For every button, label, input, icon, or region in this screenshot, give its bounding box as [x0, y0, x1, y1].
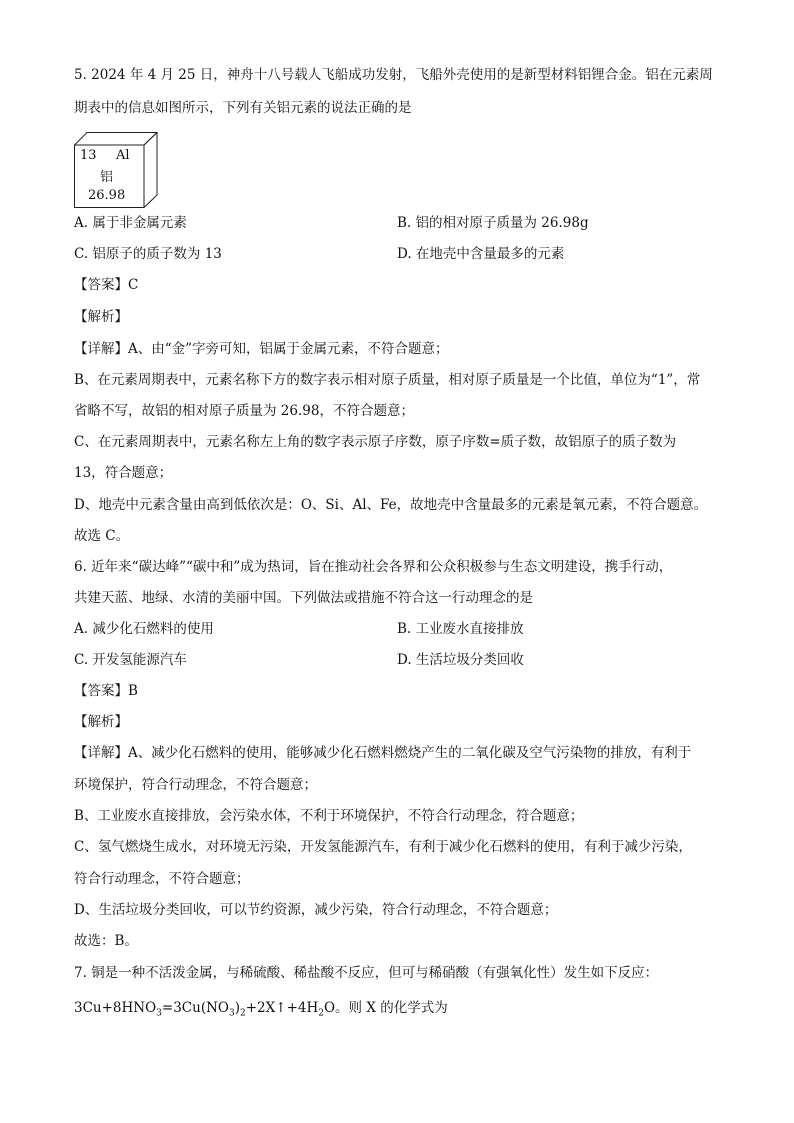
eq-subscript: 3	[229, 1008, 235, 1019]
element-name: 铝	[100, 170, 114, 185]
q5-stem-line-1: 5. 2024 年 4 月 25 日，神舟十八号载人飞船成功发射，飞船外壳使用的是新型材料铝锂合金。铝在元素周	[74, 67, 713, 83]
q5-option-d: D. 在地壳中含量最多的元素	[397, 246, 565, 262]
eq-part: =3Cu	[161, 1000, 201, 1016]
q6-explanation-line: 故选：B。	[74, 933, 138, 949]
q6-explanation-line: 【详解】A、减少化石燃料的使用，能够减少化石燃料燃烧产生的二氧化碳及空气污染物的排放，有利于	[74, 745, 692, 761]
q6-explanation-line: 符合行动理念，不符合题意；	[74, 871, 250, 887]
q5-explanation-line: 【详解】A、由“金”字旁可知，铝属于金属元素，不符合题意；	[74, 341, 449, 357]
q6-answer: 【答案】B	[74, 683, 138, 699]
periodic-table-cell	[74, 132, 158, 208]
q5-explanation-line: 省略不写，故铝的相对原子质量为 26.98，不符合题意；	[74, 403, 414, 419]
q6-stem-line-1: 6. 近年来“碳达峰”“碳中和”成为热词，旨在推动社会各界和公众积极参与生态文明建设，携手行动，	[74, 559, 673, 575]
q5-option-b: B. 铝的相对原子质量为 26.98g	[397, 215, 589, 231]
q5-explanation-line: C、在元素周期表中，元素名称左上角的数字表示原子序数，原子序数=质子数，故铝原子的质子数为	[74, 434, 677, 450]
q6-explanation-line: D、生活垃圾分类回收，可以节约资源，减少污染，符合行动理念，不符合题意；	[74, 902, 558, 918]
q6-explanation-line: 环境保护，符合行动理念，不符合题意；	[74, 777, 317, 793]
atomic-number: 13	[80, 148, 97, 163]
q5-option-c: C. 铝原子的质子数为 13	[74, 246, 222, 262]
q6-explanation-line: C、氢气燃烧生成水，对环境无污染，开发氢能源汽车，有利于减少化石燃料的使用，有利于减少污染，	[74, 839, 692, 855]
q6-analysis-label: 【解析】	[74, 714, 128, 730]
q6-option-d: D. 生活垃圾分类回收	[397, 652, 524, 668]
eq-part: +2X↑+4H	[245, 1000, 319, 1016]
q5-explanation-line: D、地壳中元素含量由高到低依次是：O、Si、Al、Fe，故地壳中含量最多的元素是氧元素，不符合题意。	[74, 497, 708, 513]
q5-explanation-line: 故选 C。	[74, 528, 130, 544]
q6-option-a: A. 减少化石燃料的使用	[74, 621, 214, 637]
q6-option-b: B. 工业废水直接排放	[397, 621, 524, 637]
q5-stem-line-2: 期表中的信息如图所示，下列有关铝元素的说法正确的是	[74, 100, 412, 116]
eq-part: 3Cu+8HNO	[74, 1000, 157, 1016]
q6-stem-line-2: 共建天蓝、地绿、水清的美丽中国。下列做法或措施不符合这一行动理念的是	[74, 590, 533, 606]
eq-part: O。则 X 的化学式为	[323, 1000, 448, 1016]
q7-stem-line-1: 7. 铜是一种不活泼金属，与稀硫酸、稀盐酸不反应，但可与稀硝酸（有强氧化性）发生如下反应：	[74, 965, 659, 981]
eq-part: )	[234, 1000, 241, 1016]
q5-option-a: A. 属于非金属元素	[74, 215, 187, 231]
atomic-mass: 26.98	[88, 188, 126, 203]
element-symbol: Al	[116, 148, 130, 163]
q5-analysis-label: 【解析】	[74, 309, 128, 325]
q5-answer: 【答案】C	[74, 277, 139, 293]
eq-subscript: 2	[318, 1008, 324, 1019]
chemical-equation	[74, 998, 448, 1024]
eq-part: (NO	[200, 1000, 229, 1016]
eq-subscript: 2	[240, 1008, 246, 1019]
q5-explanation-line: 13，符合题意；	[74, 465, 173, 481]
q5-explanation-line: B、在元素周期表中，元素名称下方的数字表示相对原子质量，相对原子质量是一个比值，单位为“1”，常	[74, 372, 701, 388]
q6-explanation-line: B、工业废水直接排放，会污染水体，不利于环境保护，不符合行动理念，符合题意；	[74, 808, 584, 824]
eq-subscript: 3	[156, 1008, 162, 1019]
q6-option-c: C. 开发氢能源汽车	[74, 652, 187, 668]
